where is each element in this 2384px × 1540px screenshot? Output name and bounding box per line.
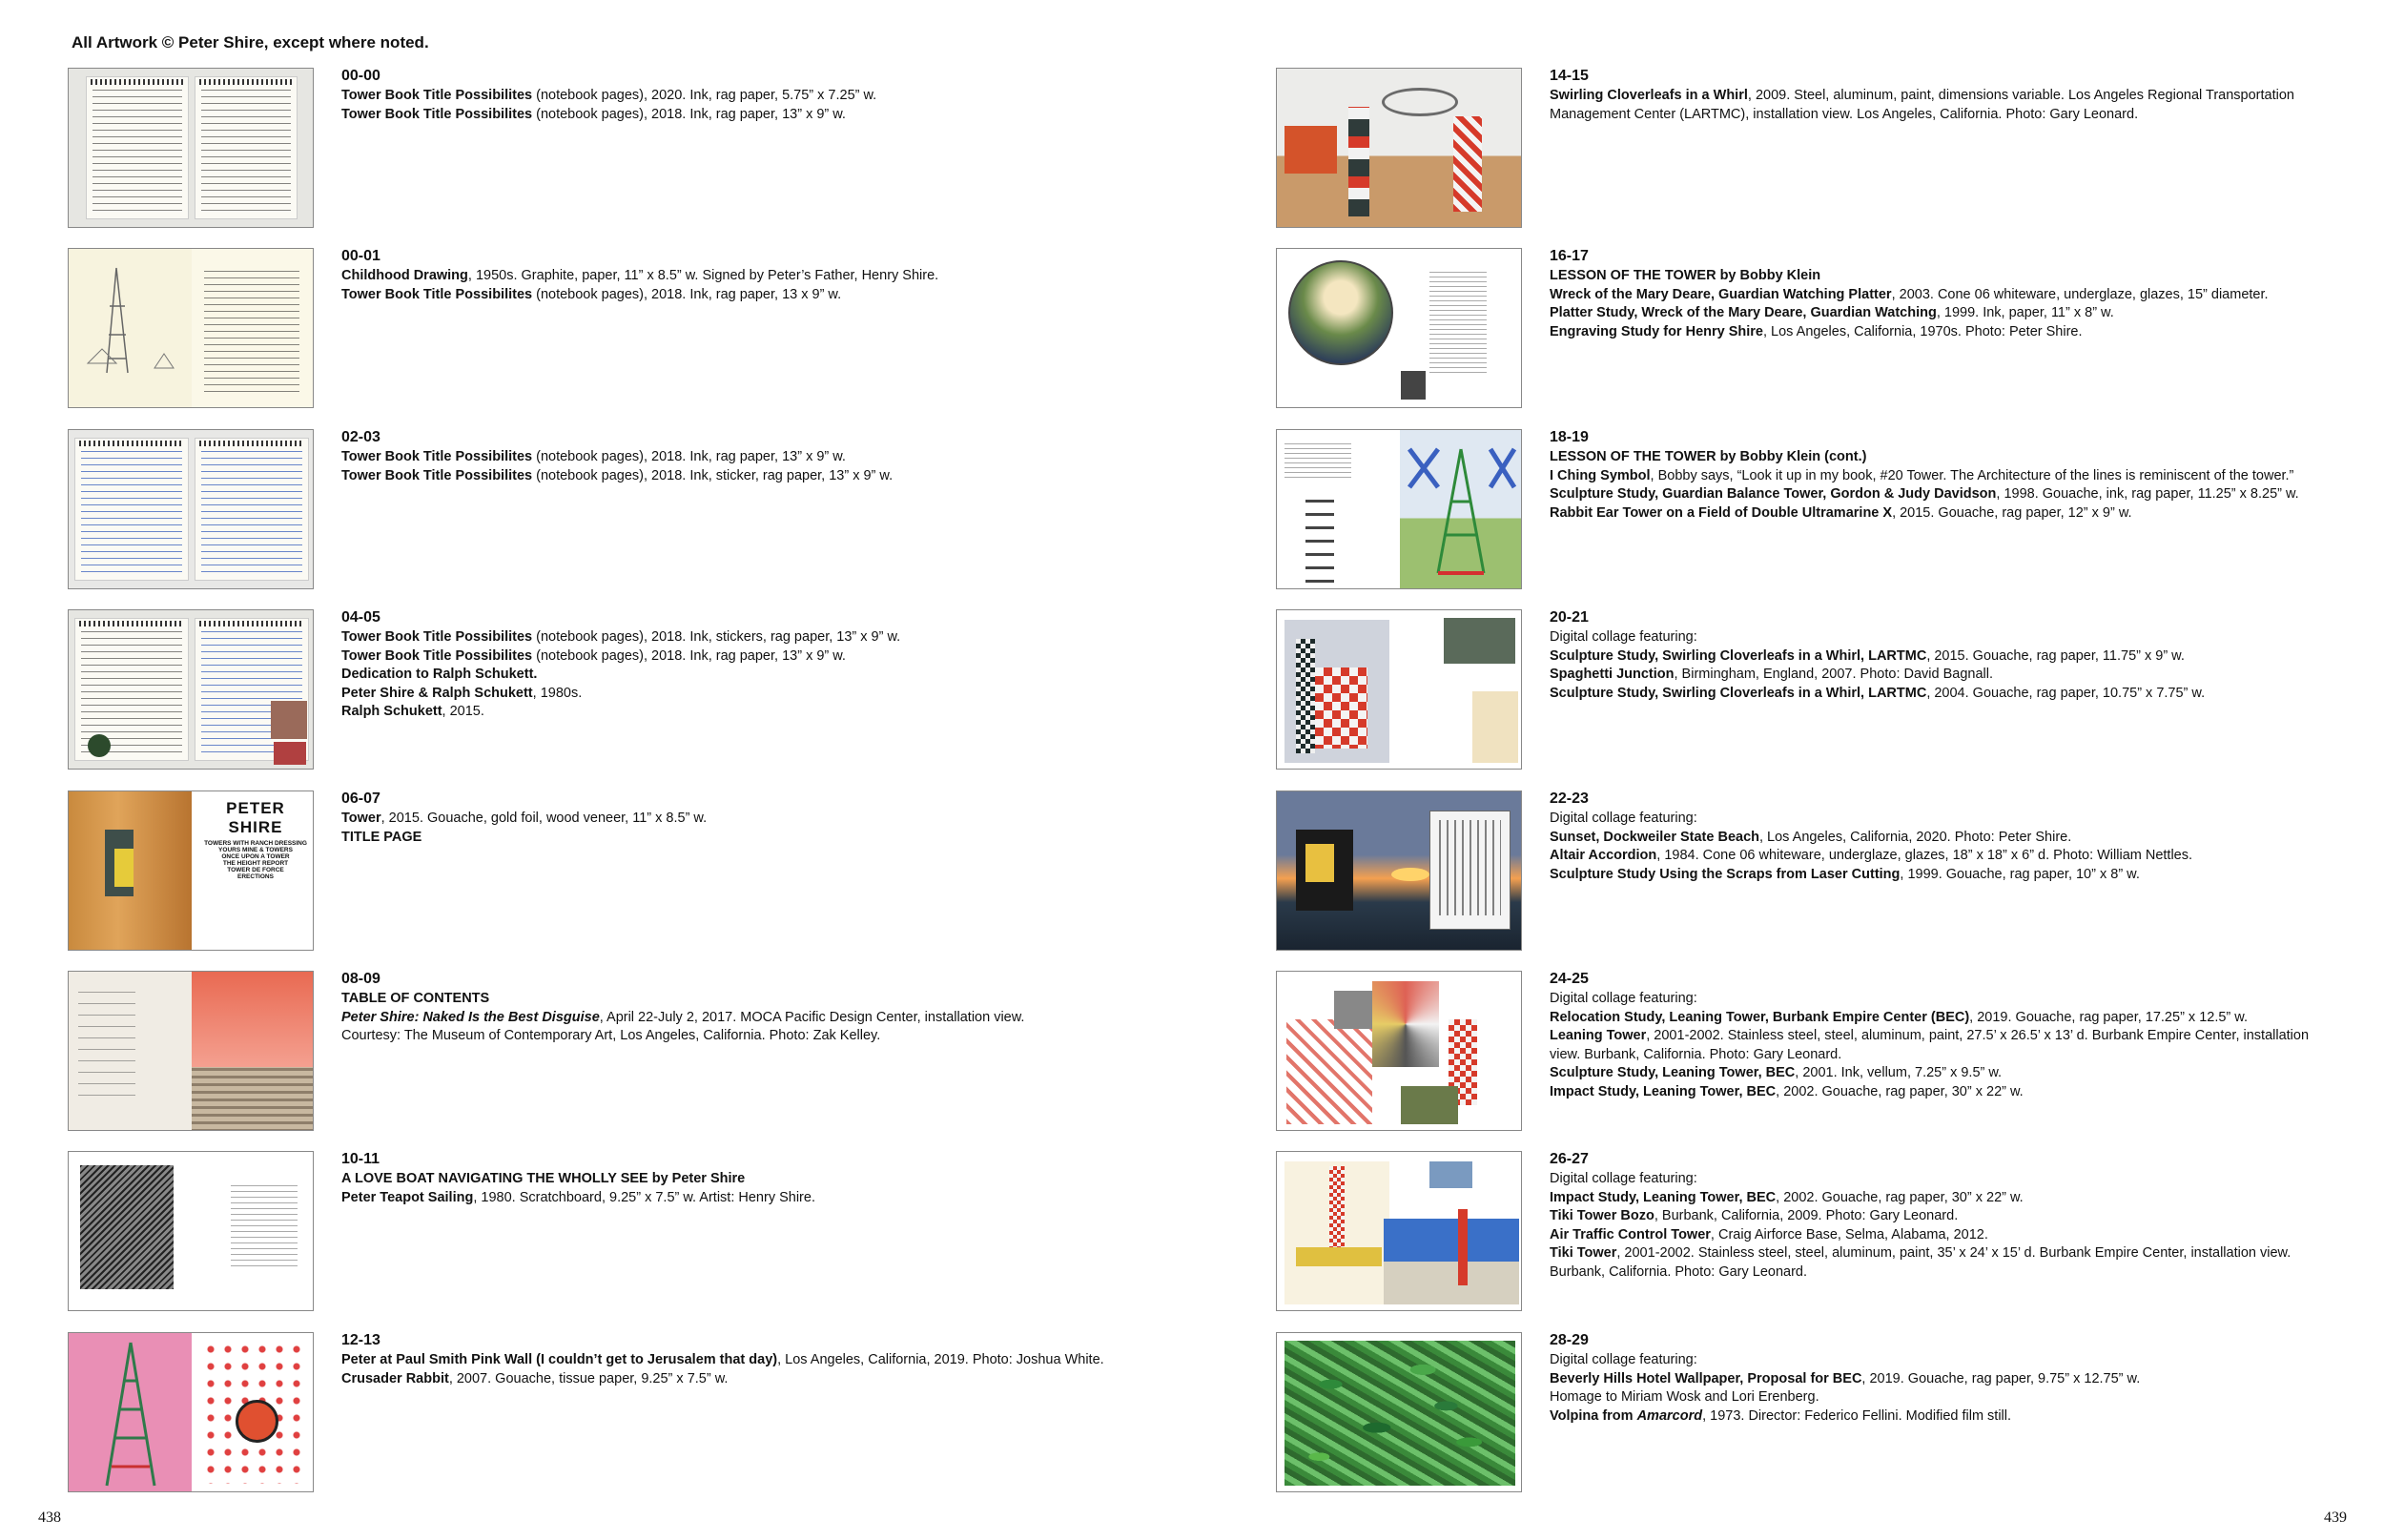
caption <box>1550 609 2205 770</box>
artwork-title: Tower Book Title Possibilites <box>341 647 533 664</box>
thumbnail-spread-20-21 <box>1276 609 1522 770</box>
artwork-title: TITLE PAGE <box>341 829 422 845</box>
list-item <box>68 971 1024 1131</box>
caption-line <box>1550 810 2192 829</box>
artwork-title: Sculpture Study, Swirling Cloverleafs in a Whirl, LARTMC <box>1550 647 1927 664</box>
artwork-title: Tower Book Title Possibilites <box>341 286 533 302</box>
artwork-title: Volpina from <box>1550 1407 1637 1424</box>
spread-number: 00-00 <box>341 68 380 84</box>
artwork-details: , Burbank, California, 2009. Photo: Gary Leonard. <box>1654 1208 1959 1223</box>
artwork-details: , 1999. Gouache, rag paper, 10” x 8” w. <box>1900 866 2140 882</box>
artwork-details: , 1973. Director: Federico Fellini. Modified film still. <box>1702 1407 2012 1424</box>
artwork-details: , 1980. Scratchboard, 9.25” x 7.5” w. Artist: Henry Shire. <box>473 1189 815 1205</box>
caption-line <box>341 267 938 286</box>
spread-number: 02-03 <box>341 429 380 445</box>
thumbnail-spread-24-25 <box>1276 971 1522 1131</box>
list-item <box>68 791 707 951</box>
artwork-title: Tower Book Title Possibilites <box>341 88 533 103</box>
artwork-details: , 2019. Gouache, rag paper, 9.75” x 12.75” w. <box>1861 1370 2141 1386</box>
caption-line <box>1550 286 2269 305</box>
caption-line <box>341 1170 815 1189</box>
thumbnail-spread-14-15 <box>1276 68 1522 228</box>
artwork-title: Tower Book Title Possibilites <box>341 449 533 464</box>
list-item <box>68 609 900 770</box>
title-page-heading: PETER SHIRE <box>226 799 285 836</box>
caption-line <box>341 685 900 704</box>
caption-line <box>341 1027 1024 1046</box>
caption-line <box>1550 628 2205 647</box>
caption-line <box>1550 323 2269 342</box>
caption-line <box>341 1351 1104 1370</box>
artwork-details: view. Burbank, California. Photo: Gary Leonard. <box>1550 1046 1842 1062</box>
caption-line <box>1550 866 2192 885</box>
artwork-title: Sculpture Study, Guardian Balance Tower, Gordon & Judy Davidson <box>1550 486 1997 502</box>
artwork-title: Tower Book Title Possibilites <box>341 629 533 645</box>
artwork-details: Homage to Miriam Wosk and Lori Erenberg. <box>1550 1389 1819 1405</box>
artwork-title: Impact Study, Leaning Tower, BEC <box>1550 1083 1777 1099</box>
list-item <box>1276 1151 2291 1311</box>
caption-line <box>341 1009 1024 1028</box>
caption-line <box>1550 1170 2291 1189</box>
thumbnail-spread-02-03 <box>68 429 314 589</box>
spread-number: 00-01 <box>341 248 380 264</box>
artwork-details: , 1980s. <box>532 685 583 701</box>
spread-number: 18-19 <box>1550 429 1589 445</box>
list-item <box>68 429 893 589</box>
artwork-details: , 1950s. Graphite, paper, 11” x 8.5” w. Signed by Peter’s Father, Henry Shire. <box>467 268 939 283</box>
artwork-title: Sculpture Study Using the Scraps from Laser Cutting <box>1550 866 1901 882</box>
thumbnail-spread-00-00 <box>68 68 314 228</box>
artwork-title: TABLE OF CONTENTS <box>341 991 490 1006</box>
thumbnail-spread-26-27 <box>1276 1151 1522 1311</box>
caption-line <box>1550 1027 2309 1046</box>
thumbnail-spread-16-17 <box>1276 248 1522 408</box>
spread-number: 14-15 <box>1550 68 1589 84</box>
artwork-title: Sculpture Study, Leaning Tower, BEC <box>1550 1065 1796 1080</box>
spread-number: 24-25 <box>1550 971 1589 987</box>
list-item <box>1276 1332 2140 1492</box>
artwork-details: , Birmingham, England, 2007. Photo: David Bagnall. <box>1674 667 1994 682</box>
spread-number: 20-21 <box>1550 609 1589 626</box>
artwork-details: , April 22-July 2, 2017. MOCA Pacific Design Center, installation view. <box>599 1009 1025 1025</box>
artwork-details: (notebook pages), 2018. Ink, stickers, rag paper, 13” x 9” w. <box>532 629 901 645</box>
artwork-details: , 2002. Gouache, rag paper, 30” x 22” w. <box>1776 1189 2024 1205</box>
caption-line <box>341 628 900 647</box>
caption-line <box>341 286 938 305</box>
caption-line <box>1550 847 2192 866</box>
spread-number: 06-07 <box>341 791 380 807</box>
artwork-details: , 1999. Ink, paper, 11” x 8” w. <box>1936 305 2114 320</box>
caption-line <box>341 703 900 722</box>
caption-line <box>1550 448 2299 467</box>
caption-line <box>1550 467 2299 486</box>
artwork-title: Peter Teapot Sailing <box>341 1189 474 1205</box>
list-item <box>1276 609 2205 770</box>
caption <box>341 609 900 770</box>
artwork-title: Ralph Schukett <box>341 704 442 719</box>
artwork-title: Engraving Study for Henry Shire <box>1550 323 1763 339</box>
list-item <box>1276 68 2294 228</box>
artwork-details: Digital collage featuring: <box>1550 1171 1697 1186</box>
artwork-title: Tower <box>341 811 381 826</box>
artwork-details: (notebook pages), 2020. Ink, rag paper, 5.75” x 7.25” w. <box>532 88 877 103</box>
spread-number: 26-27 <box>1550 1151 1589 1167</box>
caption-line <box>1550 1263 2291 1283</box>
title-page-line: ERECTIONS <box>237 873 274 880</box>
caption-line <box>1550 685 2205 704</box>
artwork-details: , 2001-2002. Stainless steel, steel, aluminum, paint, 27.5’ x 26.5’ x 13’ d. Burbank Empire Center, installation <box>1646 1028 2310 1043</box>
list-item <box>68 1151 815 1311</box>
caption-line <box>1550 267 2269 286</box>
caption-line <box>341 1370 1104 1389</box>
thumbnail-spread-06-07 <box>68 791 314 951</box>
artwork-details: Digital collage featuring: <box>1550 811 1697 826</box>
thumbnail-spread-10-11 <box>68 1151 314 1311</box>
caption-line <box>341 1189 815 1208</box>
artwork-details: , 2015. Gouache, rag paper, 12” x 9” w. <box>1892 504 2132 521</box>
page-number-right: 439 <box>2324 1509 2347 1526</box>
artwork-details: , Craig Airforce Base, Selma, Alabama, 2012. <box>1710 1226 1988 1242</box>
artwork-title: Air Traffic Control Tower <box>1550 1226 1711 1242</box>
artwork-details: , 2003. Cone 06 whiteware, underglaze, glazes, 15” diameter. <box>1891 286 2269 302</box>
caption-line <box>1550 1207 2291 1226</box>
artwork-title: Wreck of the Mary Deare, Guardian Watching Platter <box>1550 286 1892 302</box>
caption-line <box>1550 647 2205 667</box>
artwork-title: Tower Book Title Possibilites <box>341 106 533 122</box>
artwork-title: Tower Book Title Possibilites <box>341 467 533 483</box>
caption-line <box>1550 829 2192 848</box>
spread-number: 12-13 <box>341 1332 380 1348</box>
artwork-details: , Los Angeles, California, 1970s. Photo: Peter Shire. <box>1763 323 2083 339</box>
list-item <box>68 248 938 408</box>
artwork-details: , 2015. <box>442 704 484 719</box>
caption-line <box>1550 1083 2309 1102</box>
title-page-line: ONCE UPON A TOWER <box>221 853 290 860</box>
page-header: All Artwork © Peter Shire, except where noted. <box>72 33 429 51</box>
artwork-details: , 2015. Gouache, rag paper, 11.75” x 9” w. <box>1926 647 2185 664</box>
artwork-details: Digital collage featuring: <box>1550 629 1697 645</box>
artwork-title: Crusader Rabbit <box>341 1370 449 1386</box>
caption-line <box>1550 304 2269 323</box>
spread-number: 10-11 <box>341 1151 380 1167</box>
caption <box>341 791 707 951</box>
spread-number: 22-23 <box>1550 791 1589 807</box>
artwork-details: , 2001. Ink, vellum, 7.25” x 9.5” w. <box>1795 1065 2003 1080</box>
list-item <box>1276 248 2269 408</box>
caption-line <box>1550 1351 2140 1370</box>
artwork-title: Sunset, Dockweiler State Beach <box>1550 829 1759 845</box>
thumbnail-spread-12-13 <box>68 1332 314 1492</box>
artwork-details: , 2009. Steel, aluminum, paint, dimensions variable. Los Angeles Regional Transportation <box>1747 88 2294 103</box>
artwork-title: Dedication to Ralph Schukett. <box>341 667 538 682</box>
caption-line <box>1550 485 2299 504</box>
caption <box>1550 1151 2291 1311</box>
caption-line <box>1550 106 2294 125</box>
artwork-title: Childhood Drawing <box>341 268 468 283</box>
caption <box>1550 429 2299 589</box>
caption <box>1550 971 2309 1131</box>
caption <box>1550 248 2269 408</box>
thumbnail-spread-28-29 <box>1276 1332 1522 1492</box>
artwork-details: , 2015. Gouache, gold foil, wood veneer, 11” x 8.5” w. <box>380 811 708 826</box>
artwork-title: LESSON OF THE TOWER by Bobby Klein (cont.) <box>1550 449 1867 464</box>
list-item <box>68 68 876 228</box>
artwork-title: Tiki Tower Bozo <box>1550 1208 1654 1223</box>
artwork-title: Spaghetti Junction <box>1550 667 1675 682</box>
artwork-details: (notebook pages), 2018. Ink, rag paper, 13” x 9” w. <box>532 647 846 664</box>
artwork-title: Peter Shire & Ralph Schukett <box>341 685 533 701</box>
thumbnail-spread-00-01 <box>68 248 314 408</box>
artwork-title: Altair Accordion <box>1550 848 1657 863</box>
thumbnail-spread-18-19 <box>1276 429 1522 589</box>
caption-line <box>341 647 900 667</box>
artwork-title: Leaning Tower <box>1550 1028 1647 1043</box>
artwork-details: Digital collage featuring: <box>1550 1352 1697 1367</box>
caption-line <box>341 666 900 685</box>
artwork-title: Sculpture Study, Swirling Cloverleafs in a Whirl, LARTMC <box>1550 685 1927 701</box>
artwork-details: (notebook pages), 2018. Ink, sticker, rag paper, 13” x 9” w. <box>532 467 894 483</box>
caption-line <box>341 87 876 106</box>
artwork-title: Beverly Hills Hotel Wallpaper, Proposal for BEC <box>1550 1370 1862 1386</box>
artwork-details: Burbank, California. Photo: Gary Leonard. <box>1550 1263 1808 1280</box>
caption-line <box>1550 87 2294 106</box>
caption-line <box>1550 1407 2140 1427</box>
artwork-details: , Bobby says, “Look it up in my book, #20 Tower. The Architecture of the lines is reminiscent of the tower.” <box>1650 467 2294 483</box>
artwork-details: (notebook pages), 2018. Ink, rag paper, 13” x 9” w. <box>532 106 846 122</box>
caption-line <box>1550 1370 2140 1389</box>
caption <box>1550 1332 2140 1492</box>
caption-line <box>1550 1009 2309 1028</box>
caption-line <box>1550 990 2309 1009</box>
artwork-details: , 2002. Gouache, rag paper, 30” x 22” w. <box>1776 1083 2024 1099</box>
title-page-line: YOURS MINE & TOWERS <box>218 847 293 853</box>
caption-line <box>1550 1046 2309 1065</box>
caption-line <box>1550 1388 2140 1407</box>
caption <box>1550 791 2192 951</box>
artwork-title: Amarcord <box>1636 1407 1703 1424</box>
artwork-details: , 2004. Gouache, rag paper, 10.75” x 7.75” w. <box>1926 685 2206 701</box>
artwork-title: Tiki Tower <box>1550 1245 1617 1261</box>
artwork-title: Platter Study, Wreck of the Mary Deare, Guardian Watching <box>1550 305 1937 320</box>
artwork-details: (notebook pages), 2018. Ink, rag paper, 13” x 9” w. <box>532 449 846 464</box>
caption-line <box>341 829 707 848</box>
spread-number: 04-05 <box>341 609 380 626</box>
spread-number: 08-09 <box>341 971 380 987</box>
artwork-details: , 1984. Cone 06 whiteware, underglaze, glazes, 18” x 18” x 6” d. Photo: William Nettles. <box>1656 848 2193 863</box>
artwork-title: Relocation Study, Leaning Tower, Burbank Empire Center (BEC) <box>1550 1009 1970 1025</box>
caption <box>1550 68 2294 228</box>
artwork-title: I Ching Symbol <box>1550 467 1651 483</box>
artwork-details: Courtesy: The Museum of Contemporary Art, Los Angeles, California. Photo: Zak Kelley. <box>341 1028 881 1043</box>
list-item <box>1276 429 2299 589</box>
caption <box>341 68 876 228</box>
artwork-details: , 2001-2002. Stainless steel, steel, aluminum, paint, 35’ x 24’ x 15’ d. Burbank Empire Center, installation view. <box>1616 1245 2292 1261</box>
page-number-left: 438 <box>38 1509 61 1526</box>
caption-line <box>341 448 893 467</box>
caption-line <box>1550 504 2299 524</box>
artwork-details: , Los Angeles, California, 2019. Photo: Joshua White. <box>777 1352 1104 1367</box>
artwork-details: , 1998. Gouache, ink, rag paper, 11.25” x 8.25” w. <box>1996 486 2299 502</box>
artwork-details: Management Center (LARTMC), installation view. Los Angeles, California. Photo: Gary Leonard. <box>1550 106 2139 122</box>
spread-number: 16-17 <box>1550 248 1589 264</box>
caption-line <box>341 106 876 125</box>
caption-line <box>341 467 893 486</box>
caption <box>341 429 893 589</box>
artwork-title: A LOVE BOAT NAVIGATING THE WHOLLY SEE by Peter Shire <box>341 1171 746 1186</box>
thumbnail-spread-08-09 <box>68 971 314 1131</box>
thumbnail-spread-04-05 <box>68 609 314 770</box>
artwork-title: Peter at Paul Smith Pink Wall (I couldn’t get to Jerusalem that day) <box>341 1352 778 1367</box>
caption-line <box>1550 1189 2291 1208</box>
caption-line <box>1550 666 2205 685</box>
caption <box>341 1151 815 1311</box>
artwork-title: Peter Shire: Naked Is the Best Disguise <box>341 1009 600 1025</box>
list-item <box>1276 971 2309 1131</box>
caption <box>341 1332 1104 1492</box>
caption-line <box>1550 1064 2309 1083</box>
caption-line <box>341 810 707 829</box>
list-item <box>1276 791 2192 951</box>
artwork-title: LESSON OF THE TOWER by Bobby Klein <box>1550 268 1821 283</box>
caption-line <box>1550 1244 2291 1263</box>
list-item <box>68 1332 1104 1492</box>
artwork-title: Rabbit Ear Tower on a Field of Double Ultramarine X <box>1550 504 1893 521</box>
artwork-details: , 2019. Gouache, rag paper, 17.25” x 12.5” w. <box>1969 1009 2248 1025</box>
spread-number: 28-29 <box>1550 1332 1589 1348</box>
caption <box>341 971 1024 1131</box>
artwork-details: (notebook pages), 2018. Ink, rag paper, 13 x 9” w. <box>532 286 842 302</box>
artwork-details: , 2007. Gouache, tissue paper, 9.25” x 7.5” w. <box>448 1370 729 1386</box>
thumbnail-spread-22-23 <box>1276 791 1522 951</box>
artwork-title: Impact Study, Leaning Tower, BEC <box>1550 1189 1777 1205</box>
caption-line <box>1550 1226 2291 1245</box>
caption <box>341 248 938 408</box>
artwork-title: Swirling Cloverleafs in a Whirl <box>1550 88 1748 103</box>
title-page-line: THE HEIGHT REPORT <box>222 860 289 867</box>
caption-line <box>341 990 1024 1009</box>
title-page-line: TOWERS WITH RANCH DRESSING <box>204 840 307 847</box>
artwork-details: , Los Angeles, California, 2020. Photo: Peter Shire. <box>1759 829 2072 845</box>
title-page-line: TOWER DE FORCE <box>227 867 284 873</box>
artwork-details: Digital collage featuring: <box>1550 991 1697 1006</box>
